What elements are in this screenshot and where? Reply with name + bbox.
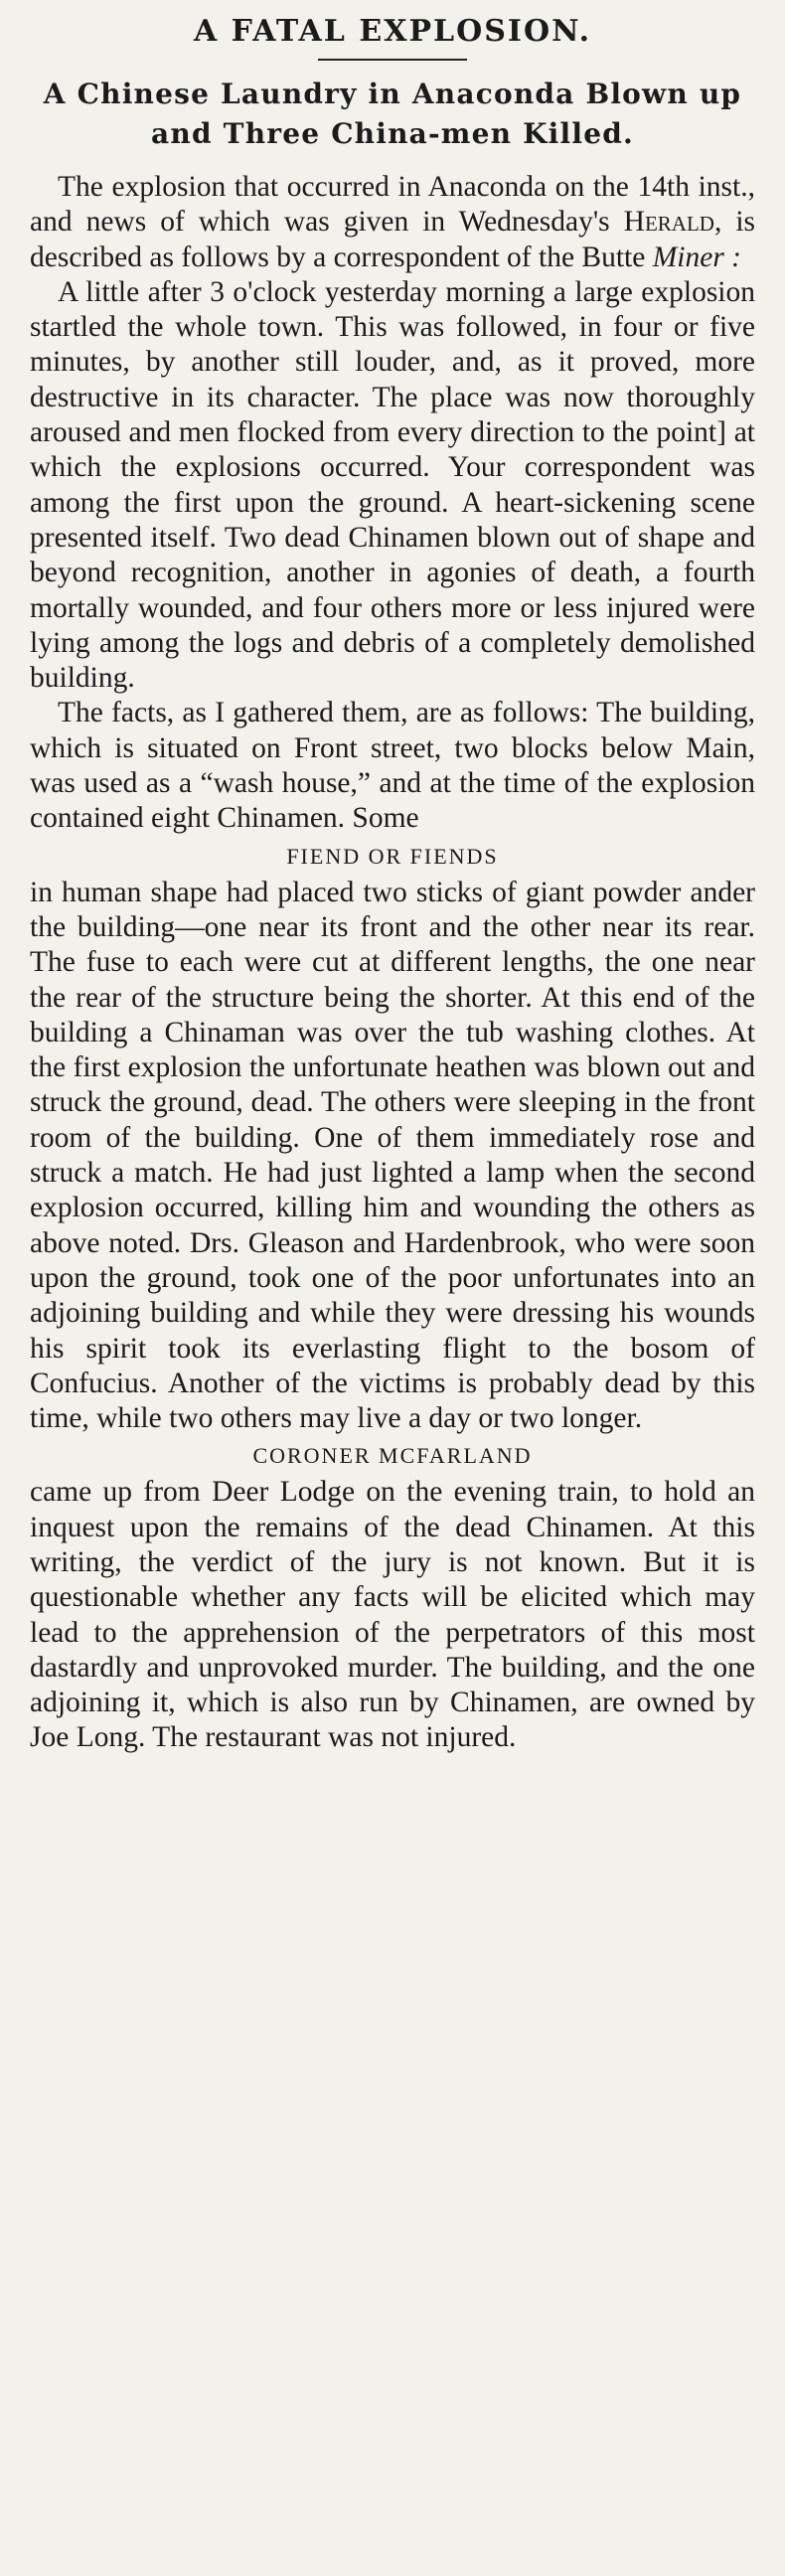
paragraph-2: The facts, as I gathered them, are as follows: The building, which is situated on Front street, two blocks below Main, was used as a “wash house,” and at the time of the explosion contained eight Chinamen. Some bbox=[30, 697, 755, 835]
headline-rule bbox=[318, 59, 467, 61]
section-heading-fiends: FIEND OR FIENDS bbox=[286, 843, 499, 869]
herald-name: Herald bbox=[623, 206, 714, 239]
subheadline: A Chinese Laundry in Anaconda Blown up and Three China-men Killed. bbox=[43, 78, 742, 150]
section-1-text: in human shape had placed two sticks of giant powder ander the building—one near its front and the other near its rear. The fuse to each were cut at different lengths, the one near the rear of the structure being the shorter. At this end of the building a Chinaman was over the tub washing clothes. At the first explosion the unfortunate heathen was blown out and struck the ground, dead. The others were sleeping in the front room of the building. One of them immediately rose and struck a match. He had just lighted a lamp when the second explosion occurred, killing him and wounding the others as above noted. Drs. Gleason and Hardenbrook, who were soon upon the ground, took one of the poor unfortunates into an adjoining building and while they were dressing his wounds his spirit took its everlasting flight to the bosom of Confucius. Another of the victims is probably dead by this time, while two others may live a day or two longer. bbox=[30, 876, 755, 1435]
intro-paragraph bbox=[30, 170, 755, 275]
headline: A FATAL EXPLOSION. bbox=[193, 14, 592, 49]
intro-text-2: , is described as follows by a correspondent of the Butte bbox=[30, 206, 755, 273]
section-2-text: came up from Deer Lodge on the evening train, to hold an inquest upon the remains of the dead Chinamen. At this writing, the verdict of the jury is not known. But it is questionable whether any facts will be elicited which may lead to the apprehension of the perpetrators of this most dastardly and unprovoked murder. The building, and the one adjoining it, which is also run by Chinamen, are owned by Joe Long. The restaurant was not injured. bbox=[30, 1476, 755, 1754]
paragraph-1: A little after 3 o'clock yesterday morning a large explosion startled the whole town. This was followed, in four or five minutes, by another still louder, and, as it proved, more destructive in its character. The place was now thoroughly aroused and men flocked from every direction to the point] at which the explosions occurred. Your correspondent was among the first upon the ground. A heart-sickening scene presented itself. Two dead Chinamen blown out of shape and beyond recognition, another in agonies of death, a fourth mortally wounded, and four others more or less injured were lying among the logs and debris of a completely demolished building. bbox=[30, 275, 755, 695]
article-body bbox=[30, 170, 755, 1756]
intro-text-1: The explosion that occurred in Anaconda on the 14th inst., and news of which was given in Wednesday's bbox=[30, 171, 755, 239]
miner-name: Miner : bbox=[652, 241, 741, 273]
section-heading-coroner: CORONER MCFARLAND bbox=[252, 1443, 533, 1469]
